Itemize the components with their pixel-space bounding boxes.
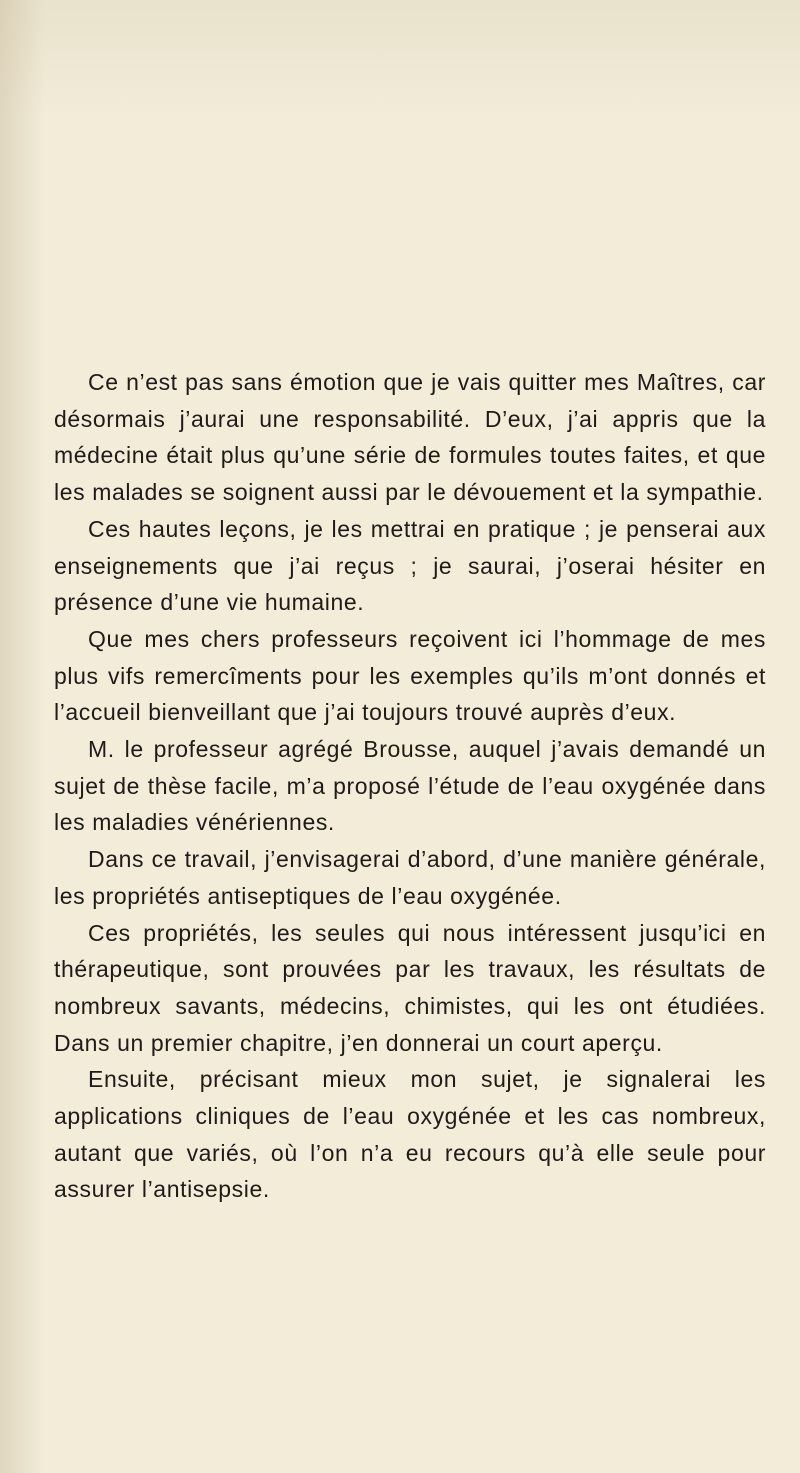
- paragraph-4: M. le professeur agrégé Brousse, auquel j’avais demandé un sujet de thèse facile, m’a proposé l’étude de l’eau oxygénée dans les maladies vénériennes.: [54, 736, 766, 836]
- body-text: [54, 364, 766, 1208]
- paragraph-3: Que mes chers professeurs reçoivent ici l’hommage de mes plus vifs remercîments pour les exemples qu’ils m’ont donnés et l’accueil bienveillant que j’ai toujours trouvé auprès d’eux.: [54, 625, 766, 726]
- paragraph-2: Ces hautes leçons, je les mettrai en pratique ; je penserai aux enseignements que j’ai reçus ; je saurai, j’oserai hésiter en présence d’une vie humaine.: [54, 515, 766, 616]
- paragraph-7: Ensuite, précisant mieux mon sujet, je signalerai les applications cliniques de l’eau oxygénée et les cas nombreux, autant que variés, où l’on n’a eu recours qu’à elle seule pour assurer l’antisepsie.: [54, 1066, 766, 1203]
- paragraph-1: Ce n’est pas sans émotion que je vais quitter mes Maîtres, car désormais j’aurai une responsabilité. D’eux, j’ai appris que la médecine était plus qu’une série de formules toutes faites, et que les malades se soignent aussi par le dévouement et la sympathie.: [54, 369, 766, 506]
- paragraph-5: Dans ce travail, j’envisagerai d’abord, d’une manière générale, les propriétés antiseptiques de l’eau oxygénée.: [54, 846, 766, 909]
- paragraph-6: Ces propriétés, les seules qui nous intéressent jusqu’ici en thérapeutique, sont prouvées par les travaux, les résultats de nombreux savants, médecins, chimistes, qui les ont étudiées. Dans un premier chapitre, j’en donnerai un court aperçu.: [54, 919, 766, 1056]
